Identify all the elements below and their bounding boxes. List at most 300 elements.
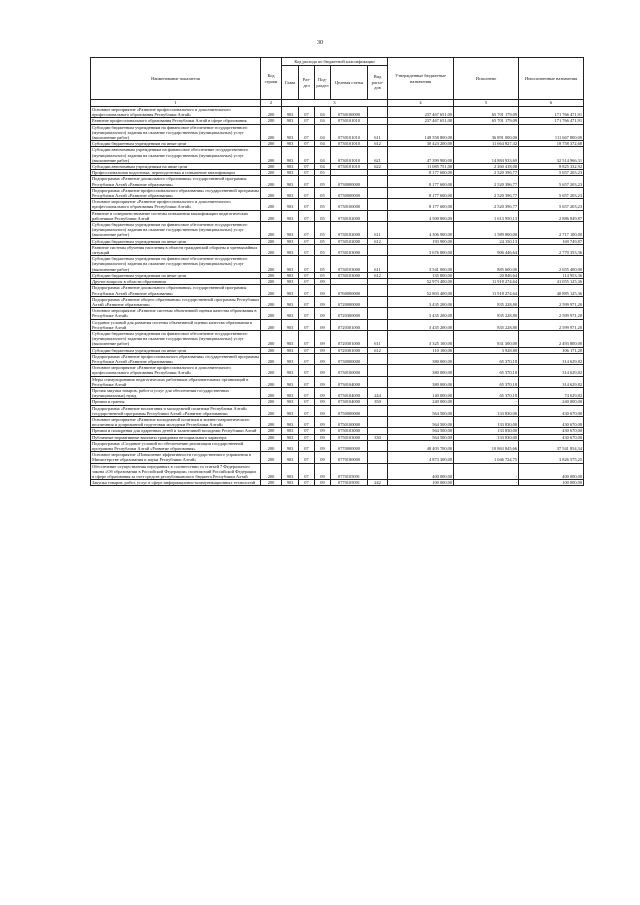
chapter-code: 903 [282, 170, 299, 176]
subsection-code: 09 [315, 347, 331, 353]
target-code: 0720301000 [331, 347, 368, 353]
section-code: 07 [299, 199, 315, 210]
table-row [91, 147, 584, 164]
unexecuted-amount: 400 000,00 [519, 463, 584, 480]
approved-amount: 3 435 200,00 [388, 308, 454, 319]
executed-amount: 831 300,00 [454, 330, 519, 347]
target-code: 0770105091 [331, 480, 368, 486]
unexecuted-amount: 2 655 400,00 [519, 256, 584, 273]
chapter-code: 903 [282, 272, 299, 278]
executed-amount: 3 928,80 [454, 347, 519, 353]
executed-amount: 11 918 274,64 [454, 285, 519, 296]
unexecuted-amount: 2 493 800,00 [519, 330, 584, 347]
chapter-code: 903 [282, 107, 299, 118]
line-code: 200 [261, 463, 282, 480]
section-code: 07 [299, 405, 315, 416]
section-code: 07 [299, 107, 315, 118]
approved-amount: 52 973 400,00 [388, 279, 454, 285]
chapter-code: 903 [282, 176, 299, 187]
expense-type-code: 622 [368, 164, 388, 170]
executed-amount: 65 701 179,09 [454, 107, 519, 118]
approved-amount: 48 403 700,00 [388, 440, 454, 451]
executed-amount: 65 370,18 [454, 353, 519, 364]
line-code: 200 [261, 238, 282, 244]
executed-amount: 14 884 933,69 [454, 147, 519, 164]
line-code: 200 [261, 272, 282, 278]
line-code: 200 [261, 308, 282, 319]
table-row [91, 308, 584, 319]
row-name: Подпрограмма «Развитие дошкольного образования» государственной программы Республики Алтай «Развитие образования» [91, 176, 261, 187]
section-code: 07 [299, 222, 315, 239]
chapter-code: 903 [282, 147, 299, 164]
executed-amount: - [454, 480, 519, 486]
line-code: 200 [261, 124, 282, 141]
expense-type-code [368, 353, 388, 364]
row-name: Субсидии бюджетным учреждениям на иные цели [91, 347, 261, 353]
line-code: 200 [261, 434, 282, 440]
section-code: 07 [299, 347, 315, 353]
table-row [91, 187, 584, 198]
row-name: Прочая закупка товаров, работ и услуг для обеспечения государственных (муниципальных) нужд [91, 387, 261, 398]
line-code: 200 [261, 118, 282, 124]
table-row [91, 440, 584, 451]
section-code: 07 [299, 365, 315, 376]
expense-type-code [368, 176, 388, 187]
chapter-code: 903 [282, 365, 299, 376]
subsection-code: 09 [315, 434, 331, 440]
unexecuted-amount: 114 953,36 [519, 272, 584, 278]
chapter-code: 903 [282, 405, 299, 416]
executed-amount: 835 228,80 [454, 319, 519, 330]
target-code: 0730102000 [331, 238, 368, 244]
row-name: Подпрограмма «Развитие воспитания и молодежной политики Республики Алтай» государственной программы Республики Алтай «Развитие образования» [91, 405, 261, 416]
unexecuted-amount: 111 667 800,00 [519, 124, 584, 141]
approved-amount: 30 423 200,00 [388, 141, 454, 147]
subsection-code: 04 [315, 164, 331, 170]
table-row [91, 353, 584, 364]
target-code: 0730100000 [331, 199, 368, 210]
executed-amount: 65 370,18 [454, 387, 519, 398]
unexecuted-amount: 37 541 854,34 [519, 440, 584, 451]
unexecuted-amount: 5 657 203,23 [519, 170, 584, 176]
chapter-code: 903 [282, 463, 299, 480]
subsection-code: 05 [315, 210, 331, 221]
approved-amount: 193 900,00 [388, 238, 454, 244]
subsection-code: 09 [315, 480, 331, 486]
section-code: 07 [299, 353, 315, 364]
target-code: 0730100000 [331, 365, 368, 376]
unexecuted-amount: 2 599 971,20 [519, 319, 584, 330]
row-name: Субсидии бюджетным учреждениям на иные цели [91, 238, 261, 244]
expense-type-code [368, 319, 388, 330]
col-code-header: Код строки [261, 58, 282, 100]
line-code: 200 [261, 387, 282, 398]
executed-amount: 65 370,18 [454, 376, 519, 387]
subsection-code: 05 [315, 256, 331, 273]
col-number: 3 [282, 100, 388, 107]
table-row [91, 319, 584, 330]
approved-amount: 100 000,00 [388, 480, 454, 486]
subsection-code: 09 [315, 376, 331, 387]
approved-amount: 3 676 800,00 [388, 244, 454, 255]
target-code: 0730101010 [331, 124, 368, 141]
subsection-code: 05 [315, 199, 331, 210]
row-name: Создание условий для развития системы объективной оценки качества образования в Республике Алтай [91, 319, 261, 330]
table-row [91, 387, 584, 398]
line-code: 200 [261, 296, 282, 307]
chapter-code: 903 [282, 187, 299, 198]
section-code: 07 [299, 330, 315, 347]
expense-type-code: 242 [368, 480, 388, 486]
chapter-code: 903 [282, 308, 299, 319]
approved-amount: 380 000,00 [388, 353, 454, 364]
row-name: Субсидии автономным учреждениям на финансовое обеспечение государственного (муниципального) задания на оказание государственных (муниципальных) услуг (выполнение работ) [91, 147, 261, 164]
line-code: 200 [261, 176, 282, 187]
subsection-code: 09 [315, 463, 331, 480]
chapter-code: 903 [282, 416, 299, 427]
subsection-code: 04 [315, 107, 331, 118]
expense-type-code: 611 [368, 222, 388, 239]
executed-amount: 65 370,18 [454, 365, 519, 376]
unexecuted-amount: 40 885 125,36 [519, 285, 584, 296]
line-code: 200 [261, 347, 282, 353]
executed-amount: 885 600,00 [454, 256, 519, 273]
target-code: 0730102000 [331, 210, 368, 221]
expense-type-code [368, 244, 388, 255]
approved-amount: 8 177 600,00 [388, 170, 454, 176]
expense-type-code [368, 210, 388, 221]
approved-amount: 380 000,00 [388, 365, 454, 376]
executed-amount: 20 846,64 [454, 272, 519, 278]
unexecuted-amount: 18 758 372,68 [519, 141, 584, 147]
executed-amount: 133 830,00 [454, 428, 519, 434]
line-code: 200 [261, 452, 282, 463]
col-target-header: Целевая статья [331, 66, 368, 100]
row-name: Подпрограмма «Развитие профессионального образования» государственной программы Республики Алтай «Развитие образования» [92, 187, 259, 199]
unexecuted-amount: 3 826 575,25 [519, 452, 584, 463]
row-name: Основное мероприятие «Повышение эффективности государственного управления в Министерстве образования и науки Республики Алтай» [91, 452, 261, 463]
row-name: Подпрограмма «Развитие общего образования» государственной программы Республики Алтай «Развитие образования» [92, 296, 259, 307]
row-name: Основное мероприятие «Развитие профессионального и дополнительного профессионального образования Республики Алтай» [91, 199, 261, 210]
approved-amount: 237 467 651,00 [388, 107, 454, 118]
section-code: 07 [299, 428, 315, 434]
row-name: Основное мероприятие «Развитие профессионального и дополнительного профессионального образования Республики Алтай» [91, 365, 261, 376]
target-code: 0730101010 [331, 147, 368, 164]
table-row [91, 376, 584, 387]
row-name: Подпрограмма «Создание условий по обеспечению реализации государственной программы Республики Алтай «Развитие образования» [91, 440, 261, 451]
col-number: 2 [261, 100, 282, 107]
unexecuted-amount: 2 717 100,00 [519, 222, 584, 239]
row-name: Премии и поощрения для одаренных детей и талантливой молодежи Республики Алтай [91, 428, 261, 434]
table-row [91, 452, 584, 463]
subsection-code: 04 [315, 147, 331, 164]
row-name: Развитие системы обучения населения в области гражданской обороны и чрезвычайных ситуаций [91, 244, 261, 255]
row-name: Основное мероприятие «Развитие профессионального и дополнительного профессионального образования Республики Алтай» [91, 107, 261, 118]
approved-amount: 47 399 900,00 [388, 147, 454, 164]
subsection-code: 05 [315, 187, 331, 198]
executed-amount: - [454, 463, 519, 480]
unexecuted-amount: 430 670,00 [519, 416, 584, 427]
section-code: 07 [299, 187, 315, 198]
col-section-header: Раз-дел [299, 66, 315, 100]
target-code: 0720301000 [331, 330, 368, 347]
chapter-code: 903 [282, 296, 299, 307]
section-code: 07 [299, 376, 315, 387]
col-classification-header: Код расхода по бюджетной классификации [282, 58, 388, 66]
target-code: 0770105091 [331, 463, 368, 480]
approved-amount: 400 000,00 [388, 463, 454, 480]
table-row [91, 107, 584, 118]
row-name: Другие вопросы в области образования [91, 279, 261, 285]
expense-type-code [368, 199, 388, 210]
unexecuted-amount: 314 629,82 [519, 353, 584, 364]
subsection-code: 09 [315, 428, 331, 434]
line-code: 200 [261, 480, 282, 486]
table-row [91, 124, 584, 141]
section-code: 07 [299, 463, 315, 480]
target-code: 0730100000 [331, 107, 368, 118]
unexecuted-amount: 32 514 966,31 [519, 147, 584, 164]
chapter-code: 903 [282, 199, 299, 210]
table-row [91, 463, 584, 480]
expense-type-code [368, 296, 388, 307]
row-name: Закупка товаров, работ, услуг в сфере информационно-коммуникационных технологий [91, 480, 261, 486]
line-code: 200 [261, 210, 282, 221]
chapter-code: 903 [282, 353, 299, 364]
col-number: 1 [91, 100, 261, 107]
line-code: 200 [261, 147, 282, 164]
section-code: 07 [299, 416, 315, 427]
line-code: 200 [261, 187, 282, 198]
unexecuted-amount: 240 000,00 [519, 399, 584, 405]
target-code: 0760000000 [331, 285, 368, 296]
subsection-code: 09 [315, 296, 331, 307]
unexecuted-amount: 2 599 971,20 [519, 308, 584, 319]
executed-amount: 906 446,64 [454, 244, 519, 255]
line-code: 200 [261, 170, 282, 176]
line-code: 200 [261, 256, 282, 273]
section-code: 07 [299, 434, 315, 440]
executed-amount: 10 863 845,66 [454, 440, 519, 451]
executed-amount: 133 830,00 [454, 434, 519, 440]
expense-type-code [368, 107, 388, 118]
executed-amount: 1 046 724,75 [454, 452, 519, 463]
unexecuted-amount: 2 770 353,36 [519, 244, 584, 255]
target-code: 0720301000 [331, 319, 368, 330]
chapter-code: 903 [282, 452, 299, 463]
unexecuted-amount: 2 599 971,20 [519, 296, 584, 307]
unexecuted-amount: 74 629,82 [519, 387, 584, 398]
line-code: 200 [261, 319, 282, 330]
row-name: Субсидии бюджетным учреждениям на иные цели [91, 272, 261, 278]
approved-amount: 135 800,00 [388, 272, 454, 278]
section-code: 07 [299, 170, 315, 176]
line-code: 200 [261, 107, 282, 118]
row-name: Премии и гранты [91, 399, 261, 405]
subsection-code: 09 [315, 308, 331, 319]
section-code: 07 [299, 118, 315, 124]
approved-amount: 8 177 600,00 [388, 199, 454, 210]
line-code: 200 [261, 399, 282, 405]
subsection-code: 09 [315, 416, 331, 427]
expense-type-code: 611 [368, 256, 388, 273]
table-row [91, 405, 584, 416]
executed-amount: 11 664 827,32 [454, 141, 519, 147]
approved-amount: 8 177 600,00 [388, 176, 454, 187]
target-code: 0730101010 [331, 164, 368, 170]
section-code: 07 [299, 210, 315, 221]
expense-type-code: 330 [368, 434, 388, 440]
chapter-code: 903 [282, 141, 299, 147]
row-name: Развитие и совершенствование системы повышения квалификации педагогических работников Республики Алтай [91, 210, 261, 221]
target-code: 0770000000 [331, 440, 368, 451]
executed-amount: 65 701 179,09 [454, 118, 519, 124]
target-code: 0730103000 [331, 256, 368, 273]
table-row [91, 199, 584, 210]
approved-amount: 564 500,00 [388, 405, 454, 416]
col-number: 6 [519, 100, 584, 107]
subsection-code: 09 [315, 330, 331, 347]
line-code: 200 [261, 330, 282, 347]
expense-type-code: 612 [368, 347, 388, 353]
unexecuted-amount: 430 670,00 [519, 428, 584, 434]
row-name: Субсидии автономным учреждениям на иные цели [91, 164, 261, 170]
table-row [91, 285, 584, 296]
table-row [91, 222, 584, 239]
subsection-code: 05 [315, 222, 331, 239]
unexecuted-amount: 106 171,20 [519, 347, 584, 353]
target-code: 0750100000 [331, 416, 368, 427]
target-code: 0720300000 [331, 308, 368, 319]
target-code: 0730102000 [331, 222, 368, 239]
subsection-code: 09 [315, 279, 331, 285]
expense-type-code: 350 [368, 399, 388, 405]
section-code: 07 [299, 480, 315, 486]
line-code: 200 [261, 428, 282, 434]
chapter-code: 903 [282, 376, 299, 387]
approved-amount: 380 000,00 [388, 376, 454, 387]
line-code: 200 [261, 365, 282, 376]
table-row [91, 176, 584, 187]
line-code: 200 [261, 353, 282, 364]
table-row [91, 210, 584, 221]
row-name: Субсидии бюджетным учреждениям на финансовое обеспечение государственного (муниципального) задания на оказание государственных (муниципальных) услуг (выполнение работ) [91, 222, 261, 239]
expense-type-code [368, 405, 388, 416]
row-name: Профессиональная подготовка, переподготовка и повышение квалификации [91, 170, 261, 176]
section-code: 07 [299, 452, 315, 463]
target-code: 0750103000 [331, 428, 368, 434]
chapter-code: 903 [282, 387, 299, 398]
section-code: 07 [299, 319, 315, 330]
expense-type-code: 612 [368, 272, 388, 278]
row-name: Субсидии бюджетным учреждениям на финансовое обеспечение государственного (муниципального) задания на оказание государственных (муниципальных) услуг (выполнение работ) [91, 256, 261, 273]
approved-amount: 140 000,00 [388, 387, 454, 398]
approved-amount: 4 500 800,00 [388, 210, 454, 221]
table-row [91, 330, 584, 347]
col-chapter-header: Глава [282, 66, 299, 100]
approved-amount: 237 467 651,00 [388, 118, 454, 124]
approved-amount: 4 306 900,00 [388, 222, 454, 239]
line-code: 200 [261, 416, 282, 427]
executed-amount: 133 830,00 [454, 416, 519, 427]
target-code: 0730000000 [331, 353, 368, 364]
unexecuted-amount: 8 825 332,92 [519, 164, 584, 170]
subsection-code: 09 [315, 319, 331, 330]
subsection-code: 09 [315, 365, 331, 376]
approved-amount: 240 000,00 [388, 399, 454, 405]
row-name: Публичные нормативные выплаты гражданам несоциального характера [91, 434, 261, 440]
section-code: 07 [299, 296, 315, 307]
unexecuted-amount: 430 670,00 [519, 405, 584, 416]
table-row [91, 480, 584, 486]
chapter-code: 903 [282, 238, 299, 244]
unexecuted-amount: 5 657 203,23 [519, 199, 584, 210]
approved-amount: 3 435 200,00 [388, 296, 454, 307]
target-code: 0770100000 [331, 452, 368, 463]
subsection-code: 09 [315, 387, 331, 398]
unexecuted-amount: 171 766 471,91 [519, 107, 584, 118]
subsection-code: 09 [315, 285, 331, 296]
section-code: 07 [299, 164, 315, 170]
line-code: 200 [261, 279, 282, 285]
column-number-row [91, 100, 584, 107]
executed-amount: 24 150,13 [454, 238, 519, 244]
approved-amount: 148 558 800,00 [388, 124, 454, 141]
subsection-code: 09 [315, 399, 331, 405]
approved-amount: 52 803 400,00 [388, 285, 454, 296]
chapter-code: 903 [282, 399, 299, 405]
row-name: Меры стимулирования педагогических работников образовательных организаций в Республике Алтай [91, 376, 261, 387]
section-code: 07 [299, 285, 315, 296]
expense-type-code: 612 [368, 238, 388, 244]
col-executed-header: Исполнено [454, 58, 519, 100]
section-code: 07 [299, 279, 315, 285]
expense-type-code: 612 [368, 141, 388, 147]
unexecuted-amount: 430 670,00 [519, 434, 584, 440]
chapter-code: 903 [282, 124, 299, 141]
line-code: 200 [261, 405, 282, 416]
expense-type-code [368, 440, 388, 451]
executed-amount: 835 228,80 [454, 308, 519, 319]
expense-type-code [368, 376, 388, 387]
section-code: 07 [299, 272, 315, 278]
unexecuted-amount: 314 629,82 [519, 376, 584, 387]
executed-amount: 2 520 396,77 [454, 176, 519, 187]
section-code: 07 [299, 440, 315, 451]
line-code: 200 [261, 376, 282, 387]
target-code: 0720000000 [331, 296, 368, 307]
chapter-code: 903 [282, 222, 299, 239]
chapter-code: 903 [282, 319, 299, 330]
page-number: 30 [317, 40, 323, 46]
subsection-code: 05 [315, 176, 331, 187]
subsection-code: 09 [315, 452, 331, 463]
col-approved-header: Утвержденные бюджетные назначения [388, 58, 454, 100]
unexecuted-amount: 314 629,82 [519, 365, 584, 376]
section-code: 07 [299, 238, 315, 244]
chapter-code: 903 [282, 210, 299, 221]
subsection-code: 05 [315, 170, 331, 176]
table-row [91, 244, 584, 255]
chapter-code: 903 [282, 347, 299, 353]
section-code: 07 [299, 147, 315, 164]
approved-amount: 564 500,00 [388, 434, 454, 440]
unexecuted-amount: 171 766 471,91 [519, 118, 584, 124]
table-row [91, 296, 584, 307]
expense-type-code [368, 452, 388, 463]
subsection-code: 05 [315, 244, 331, 255]
unexecuted-amount: 41 055 125,36 [519, 279, 584, 285]
